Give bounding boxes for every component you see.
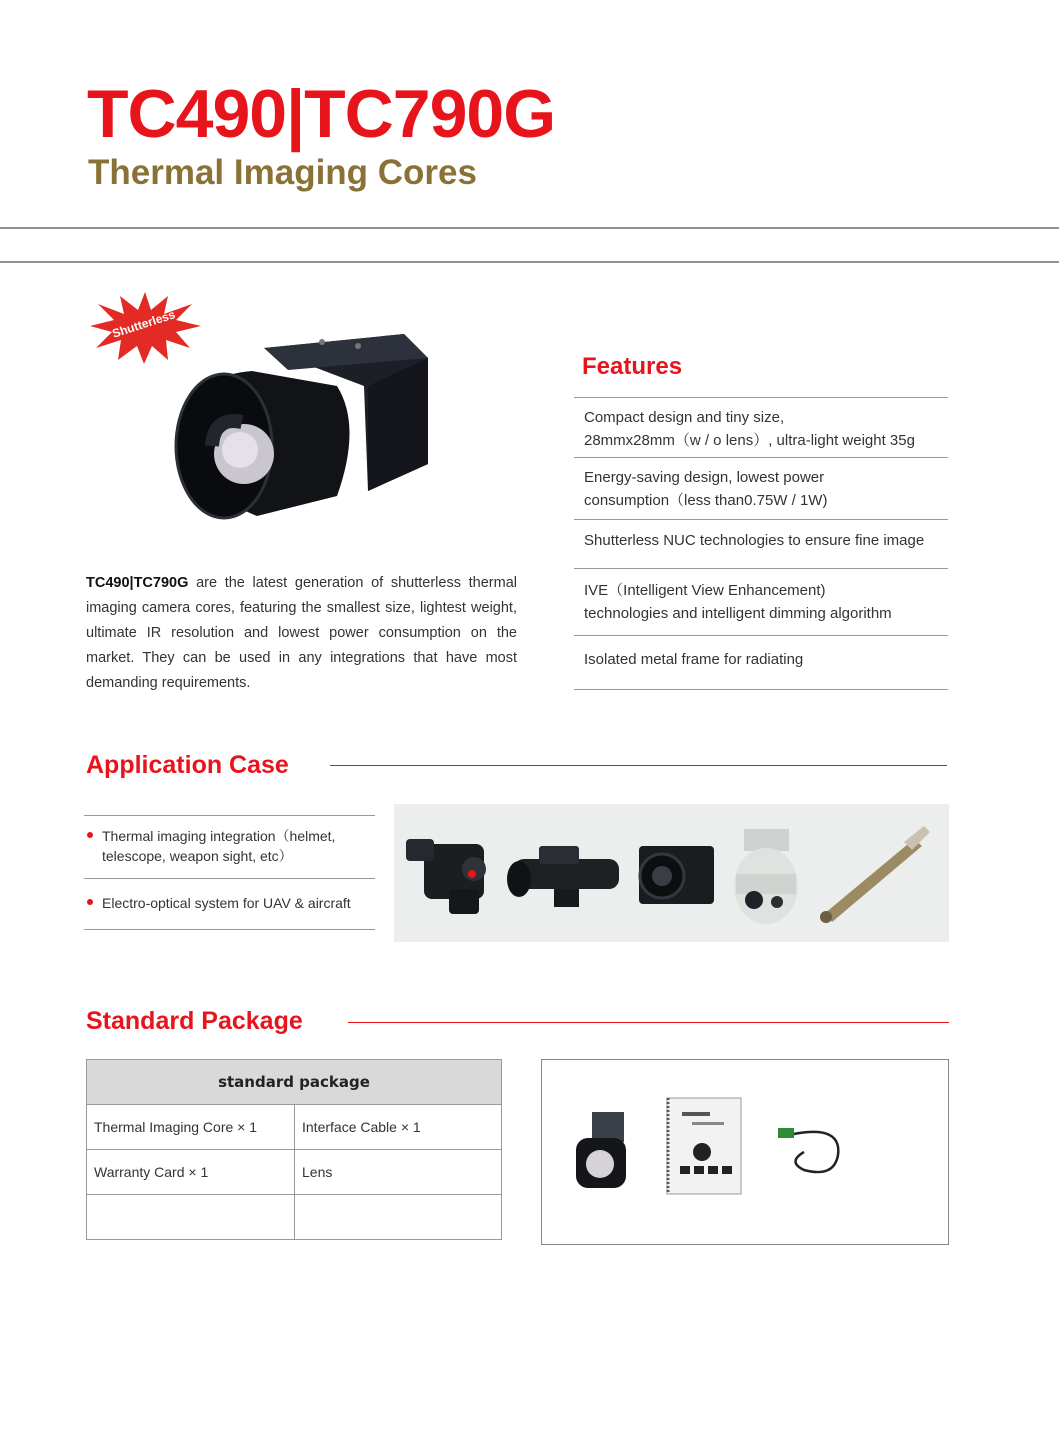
thermal-core-package-icon (576, 1112, 626, 1188)
application-heading: Application Case (86, 751, 289, 779)
package-heading: Standard Package (86, 1007, 303, 1035)
application-products-icon (394, 804, 949, 942)
feature-text: 28mmx28mm（w / o lens）, ultra-light weight 35g (584, 432, 915, 449)
table-row (87, 1195, 502, 1240)
feature-item (574, 569, 948, 636)
application-item (84, 816, 375, 879)
badge-label: Shutterless (110, 307, 177, 341)
feature-item (574, 520, 948, 569)
gimbal-pod-icon (734, 829, 798, 924)
tube-sensor-icon (820, 826, 930, 923)
feature-text: consumption（less than0.75W / 1W) (584, 492, 828, 509)
feature-item (574, 398, 948, 458)
table-cell (87, 1195, 295, 1240)
user-manual-icon (667, 1098, 741, 1194)
application-rule (330, 765, 947, 766)
feature-text: Shutterless NUC technologies to ensure fine image (584, 532, 925, 549)
table-cell: Thermal Imaging Core × 1 (87, 1105, 295, 1150)
camera-core-icon (172, 326, 430, 531)
bullet-icon (87, 832, 93, 838)
application-text: Electro-optical system for UAV & aircraft (102, 895, 351, 911)
feature-text: IVE（Intelligent View Enhancement) (584, 582, 826, 599)
divider-top (0, 227, 1059, 229)
feature-text: technologies and intelligent dimming algorithm (584, 605, 892, 622)
table-header-row (87, 1060, 502, 1105)
feature-item (574, 636, 948, 690)
table-row (87, 1105, 502, 1150)
table-row (87, 1150, 502, 1195)
feature-text: Isolated metal frame for radiating (584, 651, 804, 668)
page-subtitle: Thermal Imaging Cores (88, 153, 477, 192)
application-item (84, 879, 375, 930)
application-text: telescope, weapon sight, etc） (102, 848, 293, 864)
camera-core-image (172, 326, 430, 531)
application-list (84, 815, 375, 930)
page-title: TC490|TC790G (87, 76, 556, 152)
description-lead: TC490|TC790G (86, 575, 189, 591)
feature-text: Compact design and tiny size, (584, 409, 785, 426)
package-contents-image (541, 1059, 949, 1245)
divider-bottom (0, 261, 1059, 263)
rifle-scope-icon (507, 846, 619, 907)
description-text: are the latest generation of shutterless thermal imaging camera cores, featuring the smallest size, lightest weight, ultimate IR resolution and lowest power consumption on the market. They can be used in any integrations that have most demanding requirements. (86, 575, 517, 691)
table-cell (295, 1195, 502, 1240)
table-cell: Interface Cable × 1 (295, 1105, 502, 1150)
features-list (574, 397, 948, 690)
feature-item (574, 458, 948, 520)
features-heading: Features (582, 353, 683, 380)
table-cell: Lens (295, 1150, 502, 1195)
camera-core-small-icon (639, 846, 714, 904)
package-rule (348, 1022, 949, 1023)
package-contents-icon (542, 1060, 948, 1244)
application-image-strip (394, 804, 949, 942)
interface-cable-icon (778, 1128, 838, 1172)
application-text: Thermal imaging integration（helmet, (102, 828, 336, 844)
bullet-icon (87, 899, 93, 905)
table-header: standard package (87, 1060, 502, 1105)
package-table (86, 1059, 502, 1240)
handheld-monocular-icon (406, 839, 486, 914)
table-cell: Warranty Card × 1 (87, 1150, 295, 1195)
feature-text: Energy-saving design, lowest power (584, 469, 825, 486)
product-description (86, 571, 517, 696)
